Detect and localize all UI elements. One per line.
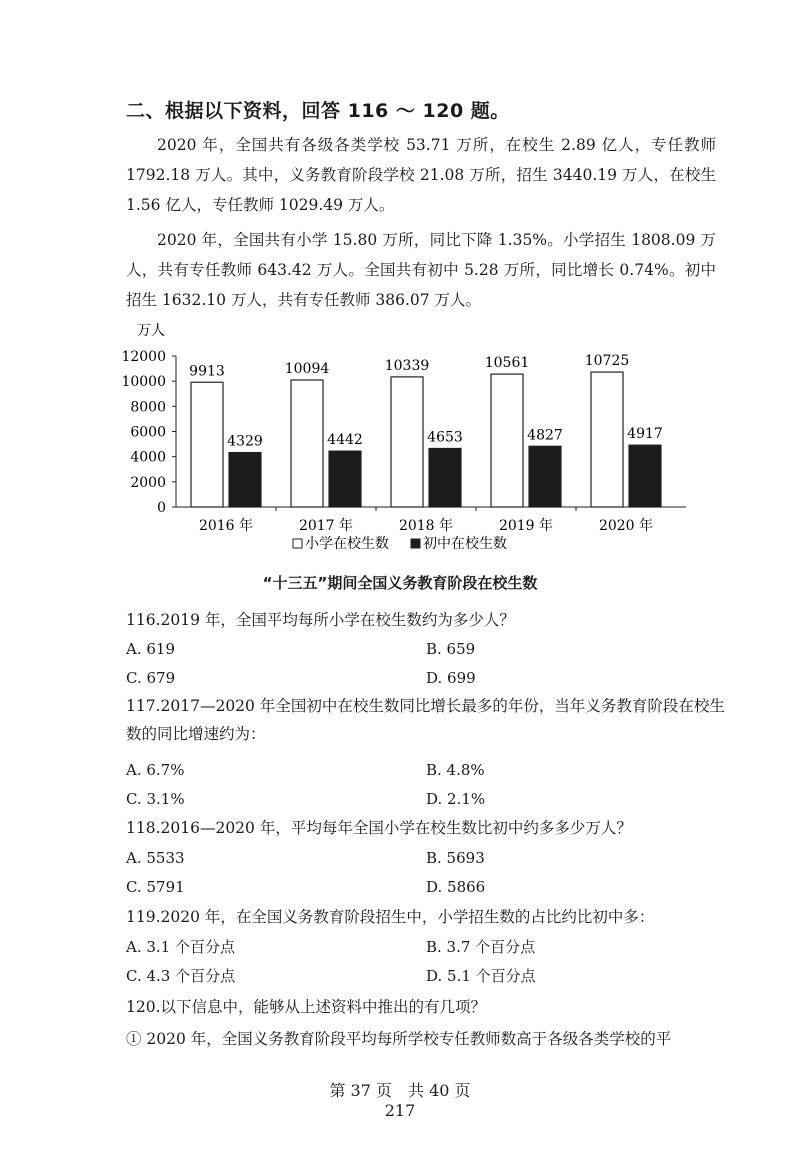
bar-junior-middle-school [629,445,661,507]
q117-option-b[interactable]: B. 4.8% [426,761,485,779]
x-tick-label: 2019 年 [498,518,554,534]
q116-option-b[interactable]: B. 659 [426,640,476,658]
question-116: 116.2019 年，全国平均每所小学在校生数约为多少人？ [126,611,515,629]
bar-primary-school [191,382,223,507]
q116-option-c[interactable]: C. 679 [126,669,176,687]
data-label: 10339 [384,357,430,374]
bar-primary-school [591,372,623,507]
x-tick-label: 2020 年 [598,518,654,534]
question-120: 120.以下信息中，能够从上述资料中推出的有几项？ [126,998,487,1016]
y-tick-label: 6000 [130,424,166,441]
y-tick-label: 0 [157,500,166,516]
question-118: 118.2016—2020 年，平均每年全国小学在校生数比初中约多多少万人？ [126,819,632,837]
q118-option-b[interactable]: B. 5693 [426,849,485,867]
legend-label-primary: 小学在校生数 [305,536,389,552]
y-tick-label: 12000 [121,349,166,365]
data-label: 4442 [327,432,363,449]
q117-option-a[interactable]: A. 6.7% [126,761,185,779]
q119-option-b[interactable]: B. 3.7 个百分点 [426,938,536,956]
legend-swatch-primary [293,539,302,548]
bar-junior-middle-school [229,453,261,507]
page-indicator: 第 37 页 共 40 页 [329,1081,471,1100]
q119-option-a[interactable]: A. 3.1 个百分点 [126,938,235,956]
bar-primary-school [391,377,423,507]
paragraph-1: 2020 年，全国共有各级各类学校 53.71 万所，在校生 2.89 亿人，专任教师 1792.18 万人。其中，义务教育阶段学校 21.08 万所，招生 3440.19 万人，在校生 1.56 亿人，专任教师 1029.49 万人。 [126,136,716,214]
bar-primary-school [291,380,323,507]
chart-title: “十三五”期间全国义务教育阶段在校生数 [262,574,538,592]
y-tick-label: 4000 [130,449,166,466]
data-label: 10725 [584,353,630,370]
y-tick-label: 10000 [121,374,166,391]
q118-option-d[interactable]: D. 5866 [426,878,486,896]
bar-junior-middle-school [329,451,361,507]
data-label: 10561 [484,355,530,372]
legend-label-junior: 初中在校生数 [423,536,507,552]
data-label: 9913 [189,363,225,380]
data-label: 4653 [427,429,463,446]
q118-option-a[interactable]: A. 5533 [126,849,185,867]
question-119: 119.2020 年，在全国义务教育阶段招生中，小学招生数的占比约比初中多： [126,908,655,926]
x-tick-label: 2018 年 [398,518,454,534]
q117-option-c[interactable]: C. 3.1% [126,790,185,808]
section-heading: 二、根据以下资料，回答 116 ～ 120 题。 [126,100,510,122]
data-label: 4827 [527,427,563,444]
y-axis-unit-label: 万人 [137,323,165,339]
data-label: 4917 [627,426,663,443]
q116-option-a[interactable]: A. 619 [126,640,175,658]
y-tick-label: 2000 [130,474,166,491]
page-number: 217 [384,1101,416,1120]
q118-option-c[interactable]: C. 5791 [126,878,185,896]
q119-option-d[interactable]: D. 5.1 个百分点 [426,967,536,985]
q119-option-c[interactable]: C. 4.3 个百分点 [126,967,236,985]
data-label: 4329 [227,433,263,450]
data-label: 10094 [284,360,330,377]
y-tick-label: 8000 [130,399,166,416]
bar-primary-school [491,374,523,507]
q116-option-d[interactable]: D. 699 [426,669,476,687]
q117-option-d[interactable]: D. 2.1% [426,790,486,808]
paragraph-2: 2020 年，全国共有小学 15.80 万所，同比下降 1.35%。小学招生 1808.09 万人，共有专任教师 643.42 万人。全国共有初中 5.28 万所，同比增长 0.74%。初中招生 1632.10 万人，共有专任教师 386.07 万人。 [126,231,716,309]
bar-junior-middle-school [529,446,561,507]
statement-1: ① 2020 年，全国义务教育阶段平均每所学校专任教师数高于各级各类学校的平 [126,1030,672,1048]
bar-junior-middle-school [429,448,461,507]
x-tick-label: 2016 年 [198,518,254,534]
legend-swatch-junior [411,539,420,548]
x-tick-label: 2017 年 [298,518,354,534]
question-117: 117.2017—2020 年全国初中在校生数同比增长最多的年份，当年义务教育阶段在校生数的同比增速约为： [126,697,725,743]
